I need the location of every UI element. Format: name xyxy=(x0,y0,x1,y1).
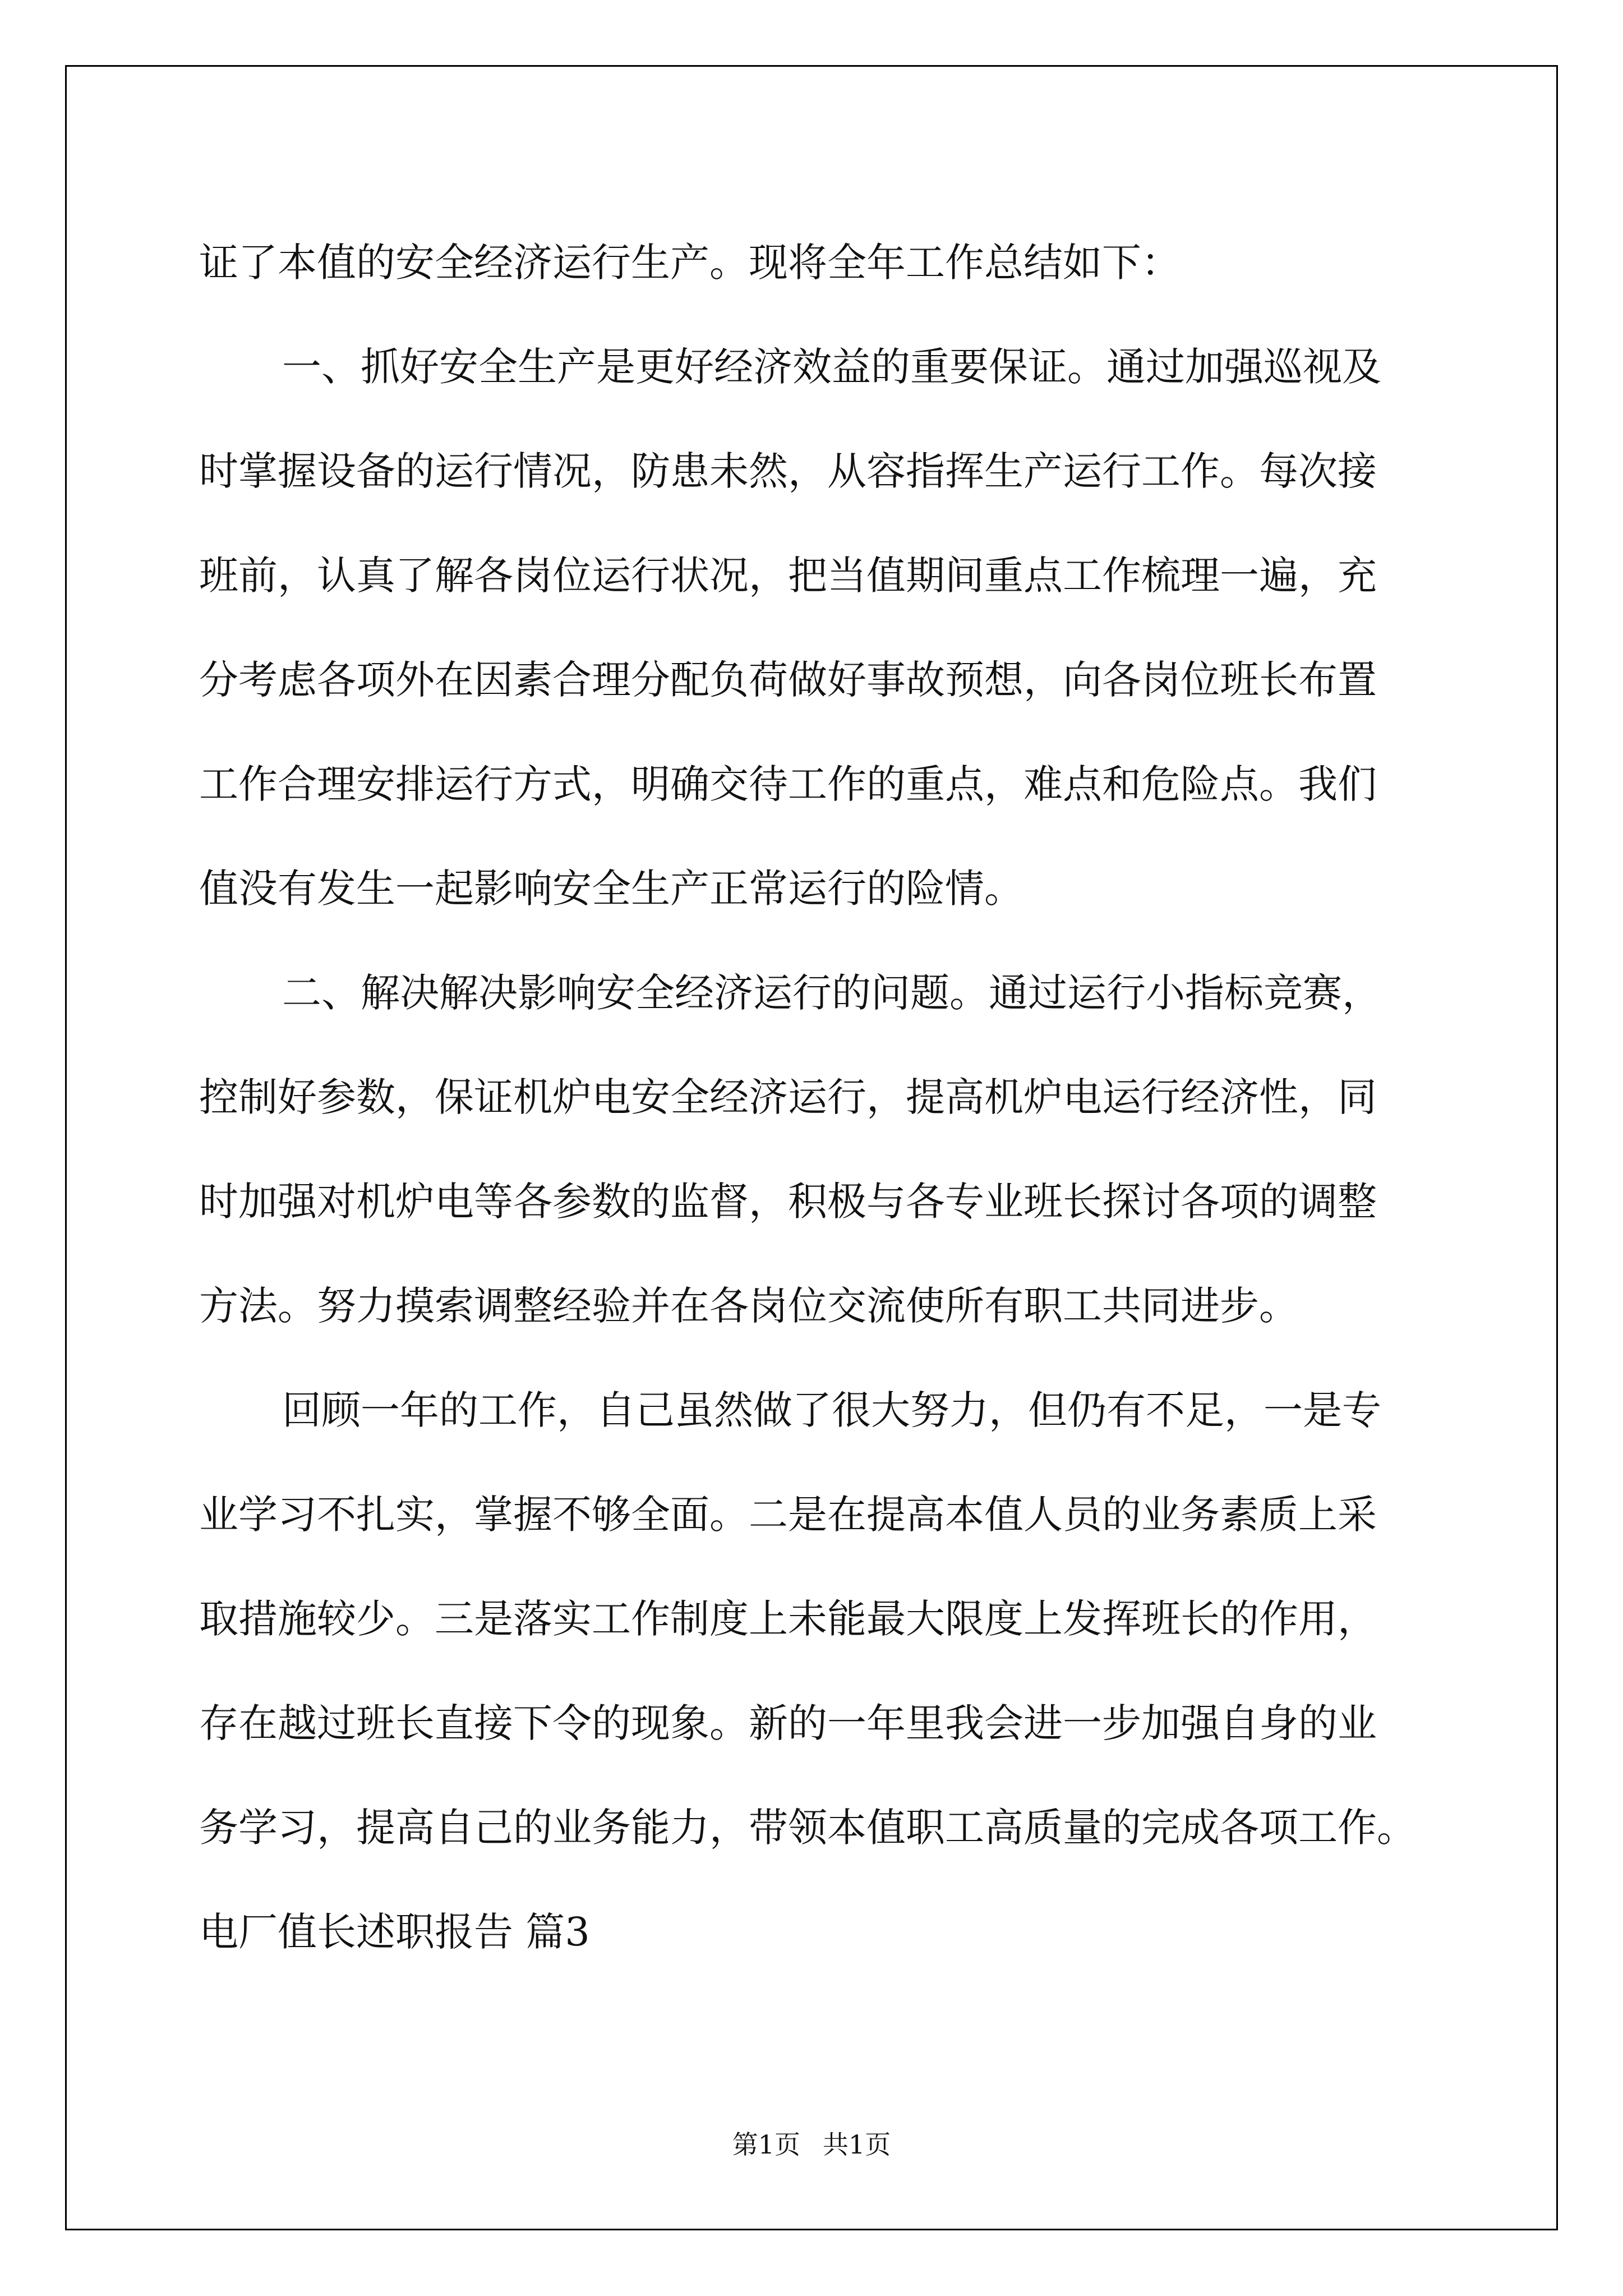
paragraph-start-line: 一、抓好安全生产是更好经济效益的重要保证。通过加强巡视及 xyxy=(282,344,1381,390)
text-line: 时掌握设备的运行情况，防患未然，从容指挥生产运行工作。每次接 xyxy=(199,448,1377,494)
paragraph-start-line: 回顾一年的工作，自己虽然做了很大努力，但仍有不足，一是专 xyxy=(282,1387,1381,1433)
text-line: 控制好参数，保证机炉电安全经济运行，提高机炉电运行经济性，同 xyxy=(199,1074,1377,1120)
text-line: 取措施较少。三是落实工作制度上未能最大限度上发挥班长的作用， xyxy=(199,1596,1377,1642)
text-line: 班前，认真了解各岗位运行状况，把当值期间重点工作梳理一遍，充 xyxy=(199,553,1377,599)
section-heading: 电厂值长述职报告 篇3 xyxy=(199,1909,590,1955)
text-line: 业学习不扎实，掌握不够全面。二是在提高本值人员的业务素质上采 xyxy=(199,1492,1377,1538)
text-line: 时加强对机炉电等各参数的监督，积极与各专业班长探讨各项的调整 xyxy=(199,1179,1377,1225)
page-footer xyxy=(0,2128,1623,2161)
text-line: 务学习，提高自己的业务能力，带领本值职工高质量的完成各项工作。 xyxy=(199,1805,1416,1851)
text-line: 证了本值的安全经济运行生产。现将全年工作总结如下： xyxy=(199,240,1181,286)
text-line: 值没有发生一起影响安全生产正常运行的险情。 xyxy=(199,866,1023,912)
document-body xyxy=(199,210,1489,1984)
text-line: 分考虑各项外在因素合理分配负荷做好事故预想，向各岗位班长布置 xyxy=(199,657,1377,703)
text-line: 方法。努力摸索调整经验并在各岗位交流使所有职工共同进步。 xyxy=(199,1283,1298,1329)
text-line: 工作合理安排运行方式，明确交待工作的重点，难点和危险点。我们 xyxy=(199,761,1377,807)
text-line: 存在越过班长直接下令的现象。新的一年里我会进一步加强自身的业 xyxy=(199,1700,1377,1746)
paragraph-start-line: 二、解决解决影响安全经济运行的问题。通过运行小指标竞赛， xyxy=(282,970,1381,1016)
page-total: 共1页 xyxy=(823,2129,891,2160)
page-number: 第1页 xyxy=(732,2129,800,2160)
